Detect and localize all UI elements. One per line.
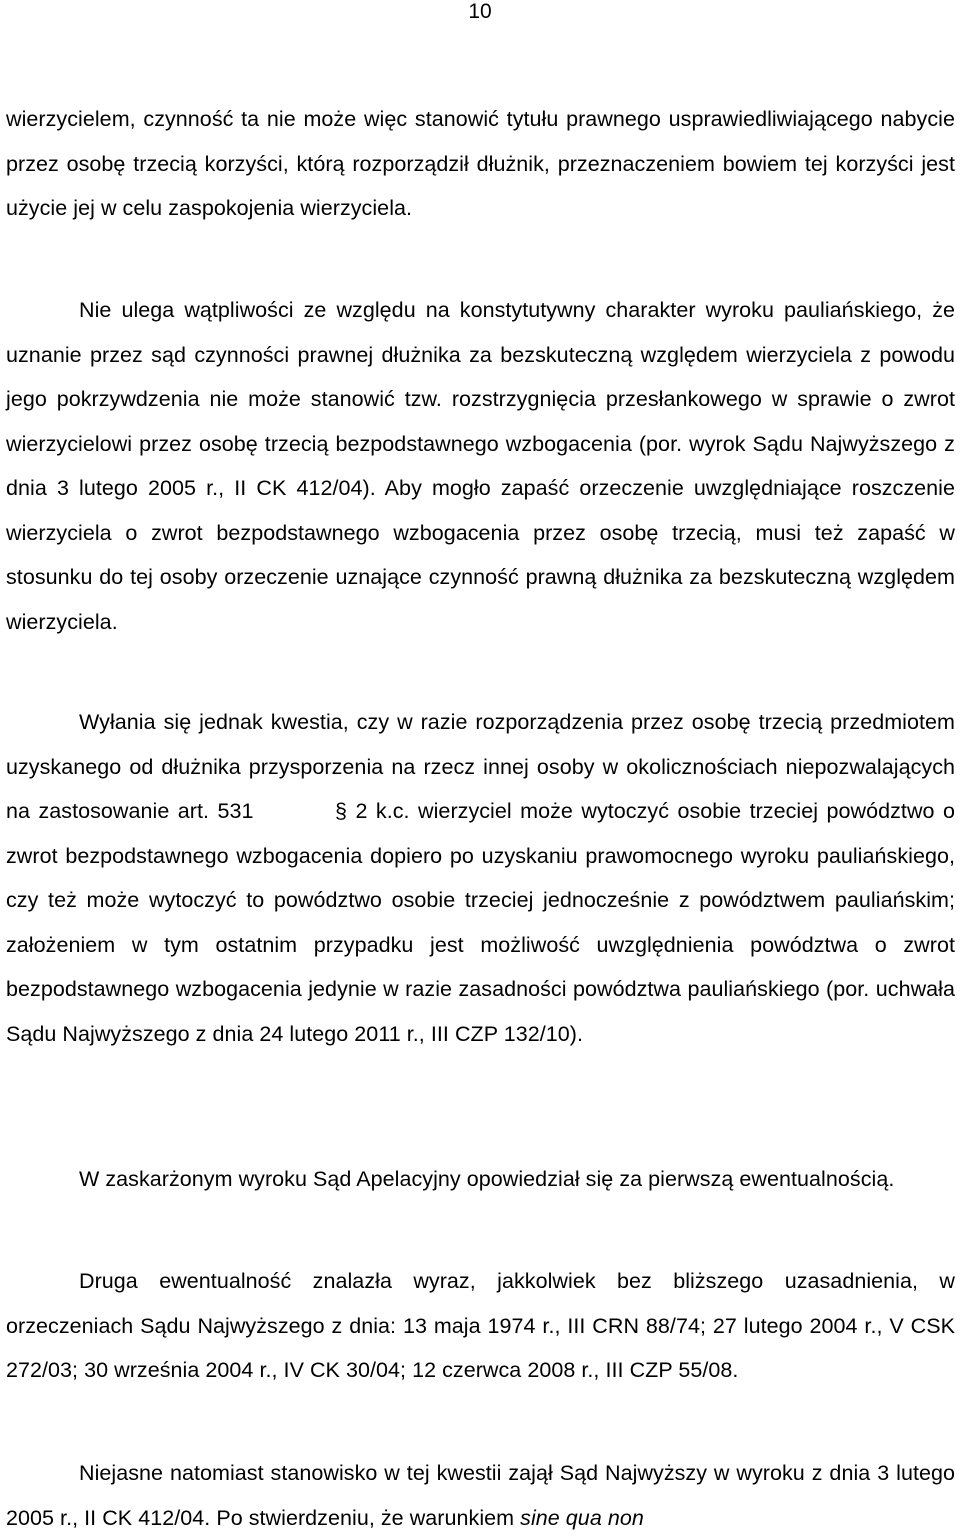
- paragraph-4: W zaskarżonym wyroku Sąd Apelacyjny opowiedział się za pierwszą ewentualnością.: [79, 1167, 895, 1191]
- page-number: 10: [468, 0, 492, 23]
- paragraph-2: Nie ulega wątpliwości ze względu na konstytutywny charakter wyroku pauliańskiego, że uznanie przez sąd czynności prawnej dłużnika za bezskuteczną względem wierzyciela z powodu jego pokrzywdzenia nie może stanowić tzw. rozstrzygnięcia przesłankowego w sprawie o zwrot wierzycielowi przez osobę trzecią bezpodstawnego wzbogacenia (por. wyrok Sądu Najwyższego z dnia 3 lutego 2005 r., II CK 412/04). Aby mogło zapaść orzeczenie uwzględniające roszczenie wierzyciela o zwrot bezpodstawnego wzbogacenia przez osobę trzecią, musi też zapaść w stosunku do tej osoby orzeczenie uznające czynność prawną dłużnika za bezskuteczną względem wierzyciela.: [6, 298, 955, 634]
- paragraph-3-text-a: Wyłania się jednak kwestia, czy w razie rozporządzenia przez osobę trzecią przedmiotem uzyskanego od dłużnika przysporzenia na rzecz innej osoby w okolicznościach niepozwalających na zastosowanie art. 531: [6, 710, 955, 823]
- paragraph-6-latin-phrase: sine qua non: [520, 1505, 644, 1530]
- paragraph-6: [6, 1451, 955, 1540]
- paragraph-6-text: Niejasne natomiast stanowisko w tej kwestii zajął Sąd Najwyższy w wyroku z dnia 3 lutego 2005 r., II CK 412/04. Po stwierdzeniu, że warunkiem: [6, 1461, 955, 1530]
- section-sign: §: [335, 799, 348, 823]
- paragraph-3-text-b: 2 k.c. wierzyciel może wytoczyć osobie trzeciej powództwo o zwrot bezpodstawnego wzbogacenia dopiero po uzyskaniu prawomocnego wyroku pauliańskiego, czy też może wytoczyć to powództwo osobie trzeciej jednocześnie z powództwem pauliańskim; założeniem w tym ostatnim przypadku jest możliwość uwzględnienia powództwa o zwrot bezpodstawnego wzbogacenia jedynie w razie zasadności powództwa pauliańskiego (por. uchwała Sądu Najwyższego z dnia 24 lutego 2011 r., III CZP 132/10).: [6, 799, 956, 1046]
- paragraph-1: wierzycielem, czynność ta nie może więc stanowić tytułu prawnego usprawiedliwiającego nabycie przez osobę trzecią korzyści, którą rozporządził dłużnik, przeznaczeniem bowiem tej korzyści jest użycie jej w celu zaspokojenia wierzyciela.: [6, 107, 955, 220]
- paragraph-3: [6, 700, 955, 1056]
- paragraph-5: Druga ewentualność znalazła wyraz, jakkolwiek bez bliższego uzasadnienia, w orzeczeniach Sądu Najwyższego z dnia: 13 maja 1974 r., III CRN 88/74; 27 lutego 2004 r., V CSK 272/03; 30 września 2004 r., IV CK 30/04; 12 czerwca 2008 r., III CZP 55/08.: [6, 1269, 955, 1382]
